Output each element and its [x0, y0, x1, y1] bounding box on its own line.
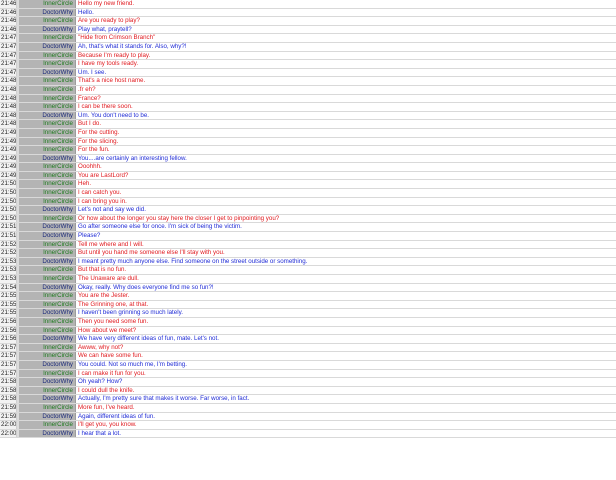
message-cell: You....are certainly an interesting fellow. [76, 155, 616, 163]
message-cell: Hello my new friend. [76, 0, 616, 8]
chat-row [0, 223, 616, 232]
message-cell: I can be there soon. [76, 103, 616, 111]
timestamp-cell: 21:48 [1, 77, 17, 85]
username-cell: InnerCircle [19, 370, 76, 378]
message-cell: I hear that a lot. [76, 430, 616, 438]
chat-row [0, 352, 616, 361]
message-cell: Play what, praytell? [76, 26, 616, 34]
message-cell: That's a nice host name. [76, 77, 616, 85]
chat-row [0, 292, 616, 301]
chat-row [0, 95, 616, 104]
username-cell: DoctorWhy [19, 69, 76, 77]
username-cell: DoctorWhy [19, 309, 76, 317]
username-cell: InnerCircle [19, 146, 76, 154]
timestamp-cell: 21:47 [1, 42, 17, 50]
chat-row [0, 327, 616, 336]
username-cell: InnerCircle [19, 241, 76, 249]
username-cell: InnerCircle [19, 421, 76, 429]
timestamp-cell: 21:49 [1, 154, 17, 162]
chat-row [0, 318, 616, 327]
timestamp-cell: 21:52 [1, 249, 17, 257]
username-cell: InnerCircle [19, 95, 76, 103]
username-cell: InnerCircle [19, 198, 76, 206]
message-cell: Okay, really. Why does everyone find me so fun?! [76, 284, 616, 292]
chat-row [0, 52, 616, 61]
chat-row [0, 163, 616, 172]
username-cell: InnerCircle [19, 34, 76, 42]
message-cell: Heh. [76, 180, 616, 188]
username-cell: InnerCircle [19, 180, 76, 188]
message-cell: For the cutting. [76, 129, 616, 137]
username-cell: InnerCircle [19, 215, 76, 223]
message-cell: Ah, that's what it stands for. Also, why?! [76, 43, 616, 51]
username-cell: DoctorWhy [19, 430, 76, 438]
message-cell: But that is no fun. [76, 266, 616, 274]
chat-row [0, 129, 616, 138]
username-cell: InnerCircle [19, 318, 76, 326]
message-cell: I could dull the knife. [76, 387, 616, 395]
chat-row [0, 86, 616, 95]
chat-row [0, 284, 616, 293]
username-cell: InnerCircle [19, 301, 76, 309]
timestamp-cell: 21:57 [1, 352, 17, 360]
chat-row [0, 387, 616, 396]
username-cell: DoctorWhy [19, 223, 76, 231]
username-cell: InnerCircle [19, 103, 76, 111]
chat-row [0, 413, 616, 422]
chat-row [0, 241, 616, 250]
username-cell: DoctorWhy [19, 258, 76, 266]
timestamp-cell: 21:48 [1, 103, 17, 111]
message-cell: More fun, I've heard. [76, 404, 616, 412]
message-cell: France? [76, 95, 616, 103]
chat-row [0, 172, 616, 181]
message-cell: Awww, why not? [76, 344, 616, 352]
chat-row [0, 77, 616, 86]
chat-row [0, 309, 616, 318]
username-cell: DoctorWhy [19, 361, 76, 369]
timestamp-cell: 21:59 [1, 412, 17, 420]
message-cell: Again, different ideas of fun. [76, 413, 616, 421]
message-cell: The Unaware are dull. [76, 275, 616, 283]
timestamp-cell: 21:55 [1, 300, 17, 308]
message-cell: Actually, I'm pretty sure that makes it worse. Far worse, in fact. [76, 395, 616, 403]
chat-row [0, 0, 616, 9]
message-cell: Ooohhh. [76, 163, 616, 171]
message-cell: Please? [76, 232, 616, 240]
timestamp-cell: 22:00 [1, 421, 17, 429]
message-cell: I'll get you, you know. [76, 421, 616, 429]
chat-row [0, 155, 616, 164]
timestamp-cell: 21:48 [1, 85, 17, 93]
timestamp-cell: 21:46 [1, 8, 17, 16]
username-cell: InnerCircle [19, 404, 76, 412]
timestamp-cell: 21:53 [1, 257, 17, 265]
timestamp-cell: 22:00 [1, 429, 17, 437]
timestamp-cell: 21:47 [1, 60, 17, 68]
timestamp-cell: 21:53 [1, 275, 17, 282]
message-cell: But until you hand me someone else I'll stay with you. [76, 249, 616, 257]
timestamp-cell: 21:57 [1, 369, 17, 377]
chat-row [0, 17, 616, 26]
message-cell: Um. I see. [76, 69, 616, 77]
username-cell: InnerCircle [19, 163, 76, 171]
timestamp-cell: 21:59 [1, 403, 17, 411]
timestamp-cell: 21:55 [1, 292, 17, 300]
username-cell: DoctorWhy [19, 9, 76, 17]
timestamp-cell: 21:56 [1, 326, 17, 334]
timestamp-cell: 21:56 [1, 335, 17, 343]
message-cell: Um. You don't need to be. [76, 112, 616, 120]
timestamp-cell: 21:49 [1, 128, 17, 136]
message-cell: I haven't been grinning so much lately. [76, 309, 616, 317]
timestamp-cell: 21:47 [1, 34, 17, 42]
username-cell: DoctorWhy [19, 43, 76, 51]
username-cell: DoctorWhy [19, 26, 76, 34]
username-cell: DoctorWhy [19, 413, 76, 421]
username-cell: InnerCircle [19, 17, 76, 25]
chat-row [0, 370, 616, 379]
username-cell: InnerCircle [19, 292, 76, 300]
message-cell: I can make it fun for you. [76, 370, 616, 378]
chat-row [0, 421, 616, 430]
username-cell: InnerCircle [19, 86, 76, 94]
username-cell: DoctorWhy [19, 155, 76, 163]
message-cell: Then you need some fun. [76, 318, 616, 326]
username-cell: InnerCircle [19, 327, 76, 335]
username-cell: DoctorWhy [19, 284, 76, 292]
message-cell: Are you ready to play? [76, 17, 616, 25]
username-cell: DoctorWhy [19, 335, 76, 343]
message-cell: I meant pretty much anyone else. Find someone on the street outside or something. [76, 258, 616, 266]
message-cell: You are the Jester. [76, 292, 616, 300]
username-cell: DoctorWhy [19, 395, 76, 403]
chat-row [0, 138, 616, 147]
message-cell: .fr eh? [76, 86, 616, 94]
chat-row [0, 344, 616, 353]
username-cell: InnerCircle [19, 189, 76, 197]
timestamp-cell: 21:47 [1, 51, 17, 59]
username-cell: InnerCircle [19, 129, 76, 137]
timestamp-cell: 21:58 [1, 386, 17, 394]
timestamp-cell: 21:54 [1, 283, 17, 291]
chat-row [0, 258, 616, 267]
chat-row [0, 378, 616, 387]
chat-row [0, 146, 616, 155]
message-cell: Go after someone else for once. I'm sick of being the victim. [76, 223, 616, 231]
chat-row [0, 180, 616, 189]
timestamp-cell: 21:46 [1, 25, 17, 33]
timestamp-cell: 21:47 [1, 68, 17, 76]
message-cell: We have very different ideas of fun, mate. Let's not. [76, 335, 616, 343]
timestamp-cell: 21:49 [1, 163, 17, 171]
timestamp-cell: 21:48 [1, 120, 17, 128]
username-cell: DoctorWhy [19, 206, 76, 214]
chat-row [0, 34, 616, 43]
chat-row [0, 26, 616, 35]
chat-row [0, 120, 616, 129]
chat-row [0, 301, 616, 310]
message-cell: Let's not and say we did. [76, 206, 616, 214]
timestamp-cell: 21:50 [1, 214, 17, 222]
message-cell: Because I'm ready to play. [76, 52, 616, 60]
chat-row [0, 249, 616, 258]
username-cell: InnerCircle [19, 275, 76, 283]
chat-row [0, 198, 616, 207]
message-cell: I can catch you. [76, 189, 616, 197]
message-cell: You could. Not so much me, I'm betting. [76, 361, 616, 369]
message-cell: Or how about the longer you stay here the closer I get to pinpointing you? [76, 215, 616, 223]
chat-row [0, 206, 616, 215]
username-cell: InnerCircle [19, 138, 76, 146]
username-cell: InnerCircle [19, 249, 76, 257]
message-cell: I have my tools ready. [76, 60, 616, 68]
timestamp-cell: 21:50 [1, 197, 17, 205]
timestamp-cell: 21:49 [1, 137, 17, 145]
message-cell: I can bring you in. [76, 198, 616, 206]
timestamp-cell: 21:49 [1, 146, 17, 154]
timestamp-cell: 21:57 [1, 343, 17, 351]
message-cell: Oh yeah? How? [76, 378, 616, 386]
username-cell: InnerCircle [19, 266, 76, 274]
timestamp-cell: 21:46 [1, 17, 17, 25]
chat-row [0, 361, 616, 370]
username-cell: InnerCircle [19, 52, 76, 60]
chat-row [0, 335, 616, 344]
username-cell: InnerCircle [19, 60, 76, 68]
timestamp-cell: 21:58 [1, 378, 17, 386]
chat-row [0, 266, 616, 275]
username-cell: InnerCircle [19, 0, 76, 8]
timestamp-cell: 21:56 [1, 317, 17, 325]
timestamp-cell: 21:55 [1, 309, 17, 317]
timestamp-cell: 21:51 [1, 232, 17, 240]
timestamp-cell: 21:50 [1, 189, 17, 197]
username-cell: InnerCircle [19, 344, 76, 352]
username-cell: InnerCircle [19, 120, 76, 128]
username-cell: InnerCircle [19, 352, 76, 360]
username-cell: InnerCircle [19, 77, 76, 85]
timestamp-cell: 21:52 [1, 240, 17, 248]
timestamp-cell: 21:46 [1, 0, 17, 7]
timestamp-cell: 21:48 [1, 94, 17, 102]
message-cell: We can have some fun. [76, 352, 616, 360]
timestamp-cell: 21:58 [1, 395, 17, 403]
message-cell: For the slicing. [76, 138, 616, 146]
timestamp-cell: 21:48 [1, 111, 17, 119]
timestamp-cell: 21:49 [1, 171, 17, 179]
username-cell: DoctorWhy [19, 112, 76, 120]
username-cell: InnerCircle [19, 387, 76, 395]
chat-row [0, 9, 616, 18]
message-cell: Tell me where and I will. [76, 241, 616, 249]
chat-row [0, 43, 616, 52]
chat-row [0, 275, 616, 284]
message-cell: Hello. [76, 9, 616, 17]
chat-row [0, 430, 616, 439]
message-cell: You are LastLord? [76, 172, 616, 180]
chat-row [0, 69, 616, 78]
message-cell: How about we meet? [76, 327, 616, 335]
chat-row [0, 60, 616, 69]
chat-row [0, 112, 616, 121]
chat-row [0, 189, 616, 198]
username-cell: InnerCircle [19, 172, 76, 180]
message-cell: But I do. [76, 120, 616, 128]
timestamp-cell: 21:51 [1, 223, 17, 231]
message-cell: "Hide from Crimson Branch" [76, 34, 616, 42]
timestamp-cell: 21:57 [1, 360, 17, 368]
timestamp-cell: 21:50 [1, 180, 17, 188]
username-cell: DoctorWhy [19, 232, 76, 240]
timestamp-cell: 21:50 [1, 206, 17, 214]
timestamp-cell: 21:53 [1, 266, 17, 274]
chat-row [0, 103, 616, 112]
chat-row [0, 404, 616, 413]
chat-row [0, 215, 616, 224]
message-cell: The Grinning one, at that. [76, 301, 616, 309]
chat-row [0, 232, 616, 241]
username-cell: DoctorWhy [19, 378, 76, 386]
chat-row [0, 395, 616, 404]
message-cell: For the fun. [76, 146, 616, 154]
